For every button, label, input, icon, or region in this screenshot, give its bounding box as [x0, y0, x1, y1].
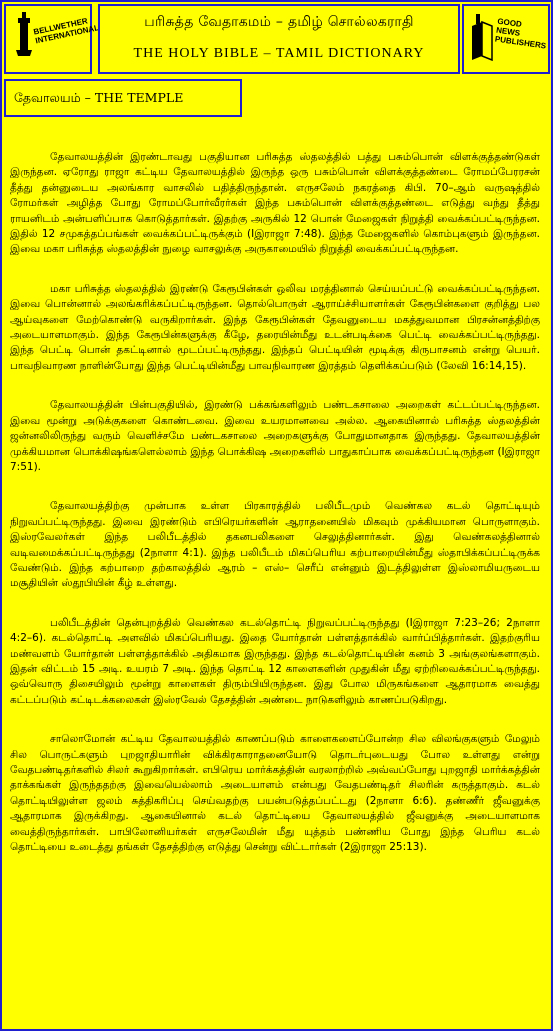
paragraph: மகா பரிசுத்த ஸ்தலத்தில் இரண்டு கேரூபின்கள் ஒலிவ மரத்தினால் செய்யப்பட்டு வைக்கப்பட்டிருந்தன. இவை பொன்னால் அலங்கரிக்கப்பட்டிருந்தன. தொல்பொருள் ஆராய்ச்சியாளர்கள் கேரூபின்களை குறித்து பல ஆய்வுகளை மேற்கொண்டு வருகிறார்கள். இந்த கேரூபின்கள் தேவனுடைய மகத்துவமான பிரசன்னத்திற்கு அடையாளமாகும். இந்த கேரூபின்களுக்கு கீழே, தரையின்மீது உடன்படிக்கை பெட்டி வைக்கப்பட்டிருந்தது. இந்த பெட்டி பொன் தகட்டினால் மூடப்பட்டிருந்தது. இந்தப் பெட்டியின் மூடிக்கு கிருபாசனம் என்று பெயர். பாவநிவாரண நாளின்போது இந்த பெட்டியின்மீது பாவநிவாரண இரத்தம் தெளிக்கப்படும் (லேவி 16:14,15).	[10, 282, 540, 372]
header-title	[98, 4, 460, 74]
section-heading	[4, 79, 242, 117]
bellwether-logo-text: BELLWETHER INTERNATIONAL	[32, 16, 100, 46]
section-title-english: – THE TEMPLE	[84, 90, 184, 105]
paragraph: பலிபீடத்தின் தென்புறத்தில் வெண்கல கடல்தொட்டி நிறுவப்பட்டிருந்தது (Iஇராஜா 7:23–26; 2நாளா 4:2–6). கடல்தொட்டி அளவில் மிகப்பெரியது. இதை யோர்தான் பள்ளத்தாக்கில் வார்ப்பித்தார்கள். இதற்குரிய மண்வளம் யோர்தான் பள்ளத்தாக்கில் அதிகமாக இருந்தது. இந்த கடல்தொட்டியின் கனம் 3 அங்குலங்களாகும். இதன் விட்டம் 15 அடி. உயரம் 7 அடி. இந்த தொட்டி 12 காளைகளின் முதுகின் மீது ஏற்றிவைக்கப்பட்டிருந்தது. ஒவ்வொரு திசையிலும் மூன்று காளைகள் திரும்பியிருந்தன. இது போல மிருகங்களை ஆதாரமாக வைத்து கட்டப்படும் கட்டிடக்கலைகள் இஸ்ரவேல் தேசத்தின் அண்டை நாடுகளிலும் காணப்படுகிறது.	[10, 616, 540, 706]
paragraph: சாலொமோன் கட்டிய தேவாலயத்தில் காணப்படும் காளைகளைப்போன்ற சில விலங்குகளும் மேலும் சில பொருட்களும் புறஜாதியாரின் விக்கிரகாராதனையோடு தொடர்புடையது போல உள்ளது என்று வேதபண்டிதர்களில் சிலர் கூறுகிறார்கள். எபிரெய மார்க்கத்தின் வரலாற்றில் அவ்வப்போது புறஜாதி மார்க்கத்தின் தாக்கங்கள் இருந்ததற்கு இவையெல்லாம் அடையாளம் என்பது வேதபண்டிதர் சிலரின் கருத்தாகும். கடல் தொட்டியிலுள்ள ஜலம் சுத்திகரிப்பு செய்வதற்கு பயன்படுத்தப்பட்டது (2நாளா 6:6). தண்ணீர் ஜீவனுக்கு ஆதாரமாக இருக்கிறது. ஆகையினால் கடல் தொட்டியை தேவாலயத்தில் ஜீவனுக்கு அடையாளமாக வைத்திருந்தார்கள். பாபிலோனியர்கள் எருசலேமின் மீது யுத்தம் பண்ணிய போது இந்த பெரிய கடல் தொட்டியை உடைத்து தங்கள் தேசத்திற்கு எடுத்து சென்று விட்டார்கள் (2இராஜா 25:13).	[10, 733, 540, 854]
title-english: THE HOLY BIBLE – TAMIL DICTIONARY	[133, 46, 425, 61]
paragraph: தேவாலயத்தின் இரண்டாவது பகுதியான பரிசுத்த ஸ்தலத்தில் பத்து பசும்பொன் விளக்குத்தண்டுகள் இருந்தன. ஏரோது ராஜா கட்டிய தேவாலயத்தில் இருந்த ஒரு பசும்பொன் விளக்குத்தண்டை ரோமப்பேரரசன் தீத்து தன்னுடைய அலங்கார வாசலில் பதித்திருந்தான். எருசலேம் நகரத்தை கிபி. 70–ஆம் வருஷத்தில் ரோமர்கள் அழித்த போது ரோமப்போர்வீரர்கள் இந்த பசும்பொன் விளக்குத்தண்டை எடுத்து வந்து தீத்து ராயனிடம் அன்பளிப்பாக கொடுத்தார்கள். இதற்கு அருகில் 12 பொன் மேஜைகள் நிறுத்தி வைக்கப்பட்டிருந்தன. இதில் 12 சமுகத்தப்பங்கள் வைக்கப்பட்டிருக்கும் (Iஇராஜா 7:48). இந்த மேஜைகளில் கொம்புகளும் இருந்தன. இவை மகா பரிசுத்த ஸ்தலத்தின் நுழை வாசலுக்கு அருகாமையில் நிறுத்தி வைக்கப்பட்டிருந்தன.	[10, 151, 540, 256]
bellwether-logo	[4, 4, 100, 74]
title-tamil: பரிசுத்த வேதாகமம் – தமிழ் சொல்லகராதி	[144, 14, 414, 30]
good-news-logo-text: GOOD NEWS PUBLISHERS	[494, 16, 547, 51]
good-news-logo	[462, 4, 550, 74]
section-title-tamil: தேவாலயம்	[14, 90, 81, 105]
article-body	[10, 150, 540, 879]
paragraph: தேவாலயத்திற்கு முன்பாக உள்ள பிரகாரத்தில் பலிபீடமும் வெண்கல கடல் தொட்டியும் நிறுவப்பட்டிருந்தது. இவை இரண்டும் எபிரெயர்களின் ஆராதனையில் மிகவும் முக்கியமான பொருளாகும். இஸ்ரவேலர்கள் இந்த பலிபீடத்தில் தகனபலிகளை செலுத்தினார்கள். இது வெண்கலத்தினால் வடிவமைக்கப்பட்டிருந்தது (2நாளா 4:1). இந்த பலிபீடம் மிகப்பெரிய கற்பாறையின்மீது ஸ்தாபிக்கப்பட்டிருக்க வேண்டும். இந்த கற்பாறை தற்காலத்தில் ஆரம் – எஸ்– செரீப் என்னும் இடத்திலுள்ள இஸ்லாமியருடைய மசூதியின் ஸ்தூபியின் கீழ் உள்ளது.	[10, 500, 540, 590]
paragraph: தேவாலயத்தின் பின்பகுதியில், இரண்டு பக்கங்களிலும் பண்டகசாலை அறைகள் கட்டப்பட்டிருந்தன. இவை மூன்று அடுக்குகளை கொண்டவை. இவை உயரமானவை அல்ல. ஆகையினால் பரிசுத்த ஸ்தலத்தின் ஜன்னலிலிருந்து வரும் வெளிச்சமே பண்டகசாலை அறைகளுக்கு போதுமானதாக இருந்தது. தேவாலயத்தின் முக்கியமான பொக்கிஷங்களெல்லாம் இந்த பொக்கிஷ அறைகளில் பாதுகாப்பாக வைக்கப்பட்டிருந்தன (Iஇராஜா 7:51).	[10, 399, 540, 473]
